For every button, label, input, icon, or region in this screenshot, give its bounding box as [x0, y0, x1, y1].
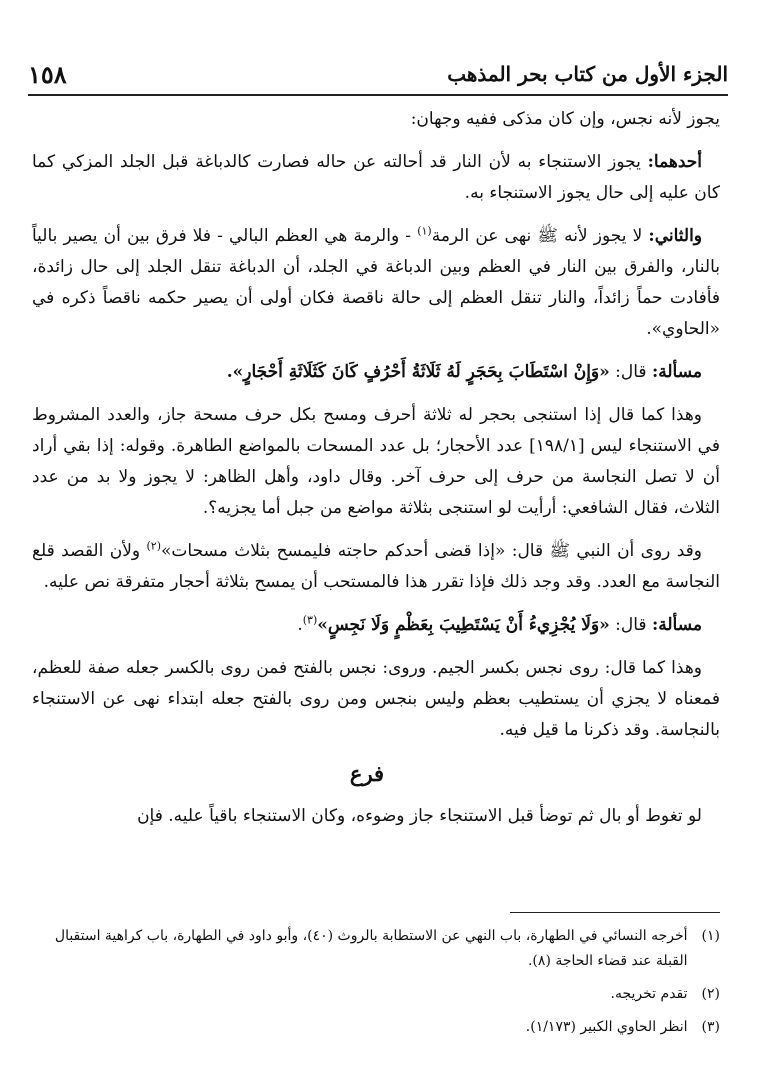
punctuation: .: [297, 615, 303, 635]
footnote: [32, 924, 720, 974]
page-number: ١٥٨: [28, 59, 67, 89]
paragraph-text: لا يجوز لأنه ﷺ نهى عن الرمة: [431, 226, 643, 246]
paragraph: [32, 801, 720, 832]
paragraph: [32, 147, 720, 209]
page-header: [28, 58, 728, 90]
header-rule: [28, 94, 728, 96]
footnotes: [32, 924, 720, 1048]
footnote: [32, 1015, 720, 1040]
footnote-rule: [510, 912, 720, 913]
footnote-number: (٣): [701, 1019, 720, 1035]
footnote: [32, 982, 720, 1007]
footnote-text: تقدم تخريجه.: [610, 986, 688, 1002]
paragraph: [32, 400, 720, 524]
paragraph-text: لو تغوط أو بال ثم توضأ قبل الاستنجاء جاز وضوءه، وكان الاستنجاء باقياً عليه. فإن: [137, 806, 702, 826]
paragraph-text: يجوز لأنه نجس، وإن كان مذكى ففيه وجهان:: [410, 109, 720, 129]
footnote-number: (٢): [701, 986, 720, 1002]
footnote-number: (١): [701, 928, 720, 944]
paragraph: [32, 357, 720, 388]
paragraph-text: وهذا كما قال إذا استنجى بحجر له ثلاثة أحرف ومسح بكل حرف مسحة جاز، والعدد المشروط في الاستنجاء ليس [١٩٨/١] عدد الأحجار؛ بل عدد المسحات بالمواضع الطاهرة. وقوله: إذا بقي أراد أن لا تصل النجاسة من حرف إلى حرف آخر. وقال داود، وأهل الظاهر: لا يجوز ولا بد من عدد الثلاث، فقال الشافعي: أرأيت لو استنجى بثلاثة مواضع من جبل أما يجزيه؟.: [32, 405, 720, 518]
page-body: [32, 104, 720, 844]
paragraph-text: وهذا كما قال: روى نجس بكسر الجيم. وروى: نجس بالفتح فمن روى بالكسر جعله صفة للعظم، فمعناه لا يجزي أن يستطيب بعظم وليس بنجس ومن روى بالفتح جعله ابتداء نهى عن الاستنجاء بالنجاسة. وقد ذكرنا ما قيل فيه.: [32, 658, 720, 740]
footnote-ref[interactable]: (٣): [302, 613, 318, 627]
footnote-ref[interactable]: (١): [417, 224, 432, 238]
said-label: قال:: [615, 362, 647, 382]
paragraph: [32, 610, 720, 641]
paragraph-lead: أحدهما:: [647, 152, 703, 172]
paragraph-text: وقد روى أن النبي ﷺ قال: «إذا قضى أحدكم حاجته فليمسح بثلاث مسحات»: [161, 541, 703, 561]
footnote-ref[interactable]: (٢): [146, 539, 161, 553]
footnote-text: انظر الحاوي الكبير (١/١٧٣).: [525, 1019, 688, 1035]
matn-quote: «وَإِنْ اسْتَطَابَ بِحَجَرٍ لَهُ ثَلَاثَةُ أَحْرُفٍ كَانَ كَثَلَاثَةِ أَحْجَارٍ».: [226, 362, 610, 382]
paragraph-lead: مسألة:: [651, 615, 702, 635]
paragraph: [32, 536, 720, 598]
paragraph-lead: مسألة:: [651, 362, 702, 382]
paragraph-text: ولأن القصد قلع النجاسة مع العدد. وقد وجد ذلك فإذا تقرر هذا فالمستحب أن يمسح بثلاثة أحجار متفرقة نص عليه.: [32, 541, 720, 592]
paragraph-text: يجوز الاستنجاء به لأن النار قد أحالته عن حاله فصارت كالدباغة قبل الجلد المزكي كما كان عليه إلى حال يجوز الاستنجاء به.: [32, 152, 720, 203]
paragraph-text: - والرمة هي العظم البالي - فلا فرق بين أن يصير بالياً بالنار، والفرق بين النار في العظم وبين الدباغة في الجلد، أن الدباغة تنقل الجلد إلى حال زائدة، فأفادت حماً زائداً، والنار تنقل العظم إلى حالة ناقصة فكان أولى أن يصير حكمه ناقصاً ذكره في «الحاوي».: [32, 226, 720, 339]
matn-quote: «وَلَا يُجْزِيءُ أَنْ يَسْتَطِيبَ بِعَظْمٍ وَلَا نَجِسٍ»: [317, 615, 610, 635]
paragraph-lead: والثاني:: [648, 226, 703, 246]
footnote-text: أخرجه النسائي في الطهارة، باب النهي عن الاستطابة بالروث (٤٠)، وأبو داود في الطهارة، باب كراهية استقبال القبلة عند قضاء الحاجة (٨).: [54, 928, 688, 969]
paragraph: [32, 221, 720, 345]
said-label: قال:: [615, 615, 647, 635]
paragraph: [32, 653, 720, 746]
paragraph: [32, 104, 720, 135]
section-heading: فرع: [349, 761, 385, 786]
running-title: الجزء الأول من كتاب بحر المذهب: [447, 62, 728, 86]
